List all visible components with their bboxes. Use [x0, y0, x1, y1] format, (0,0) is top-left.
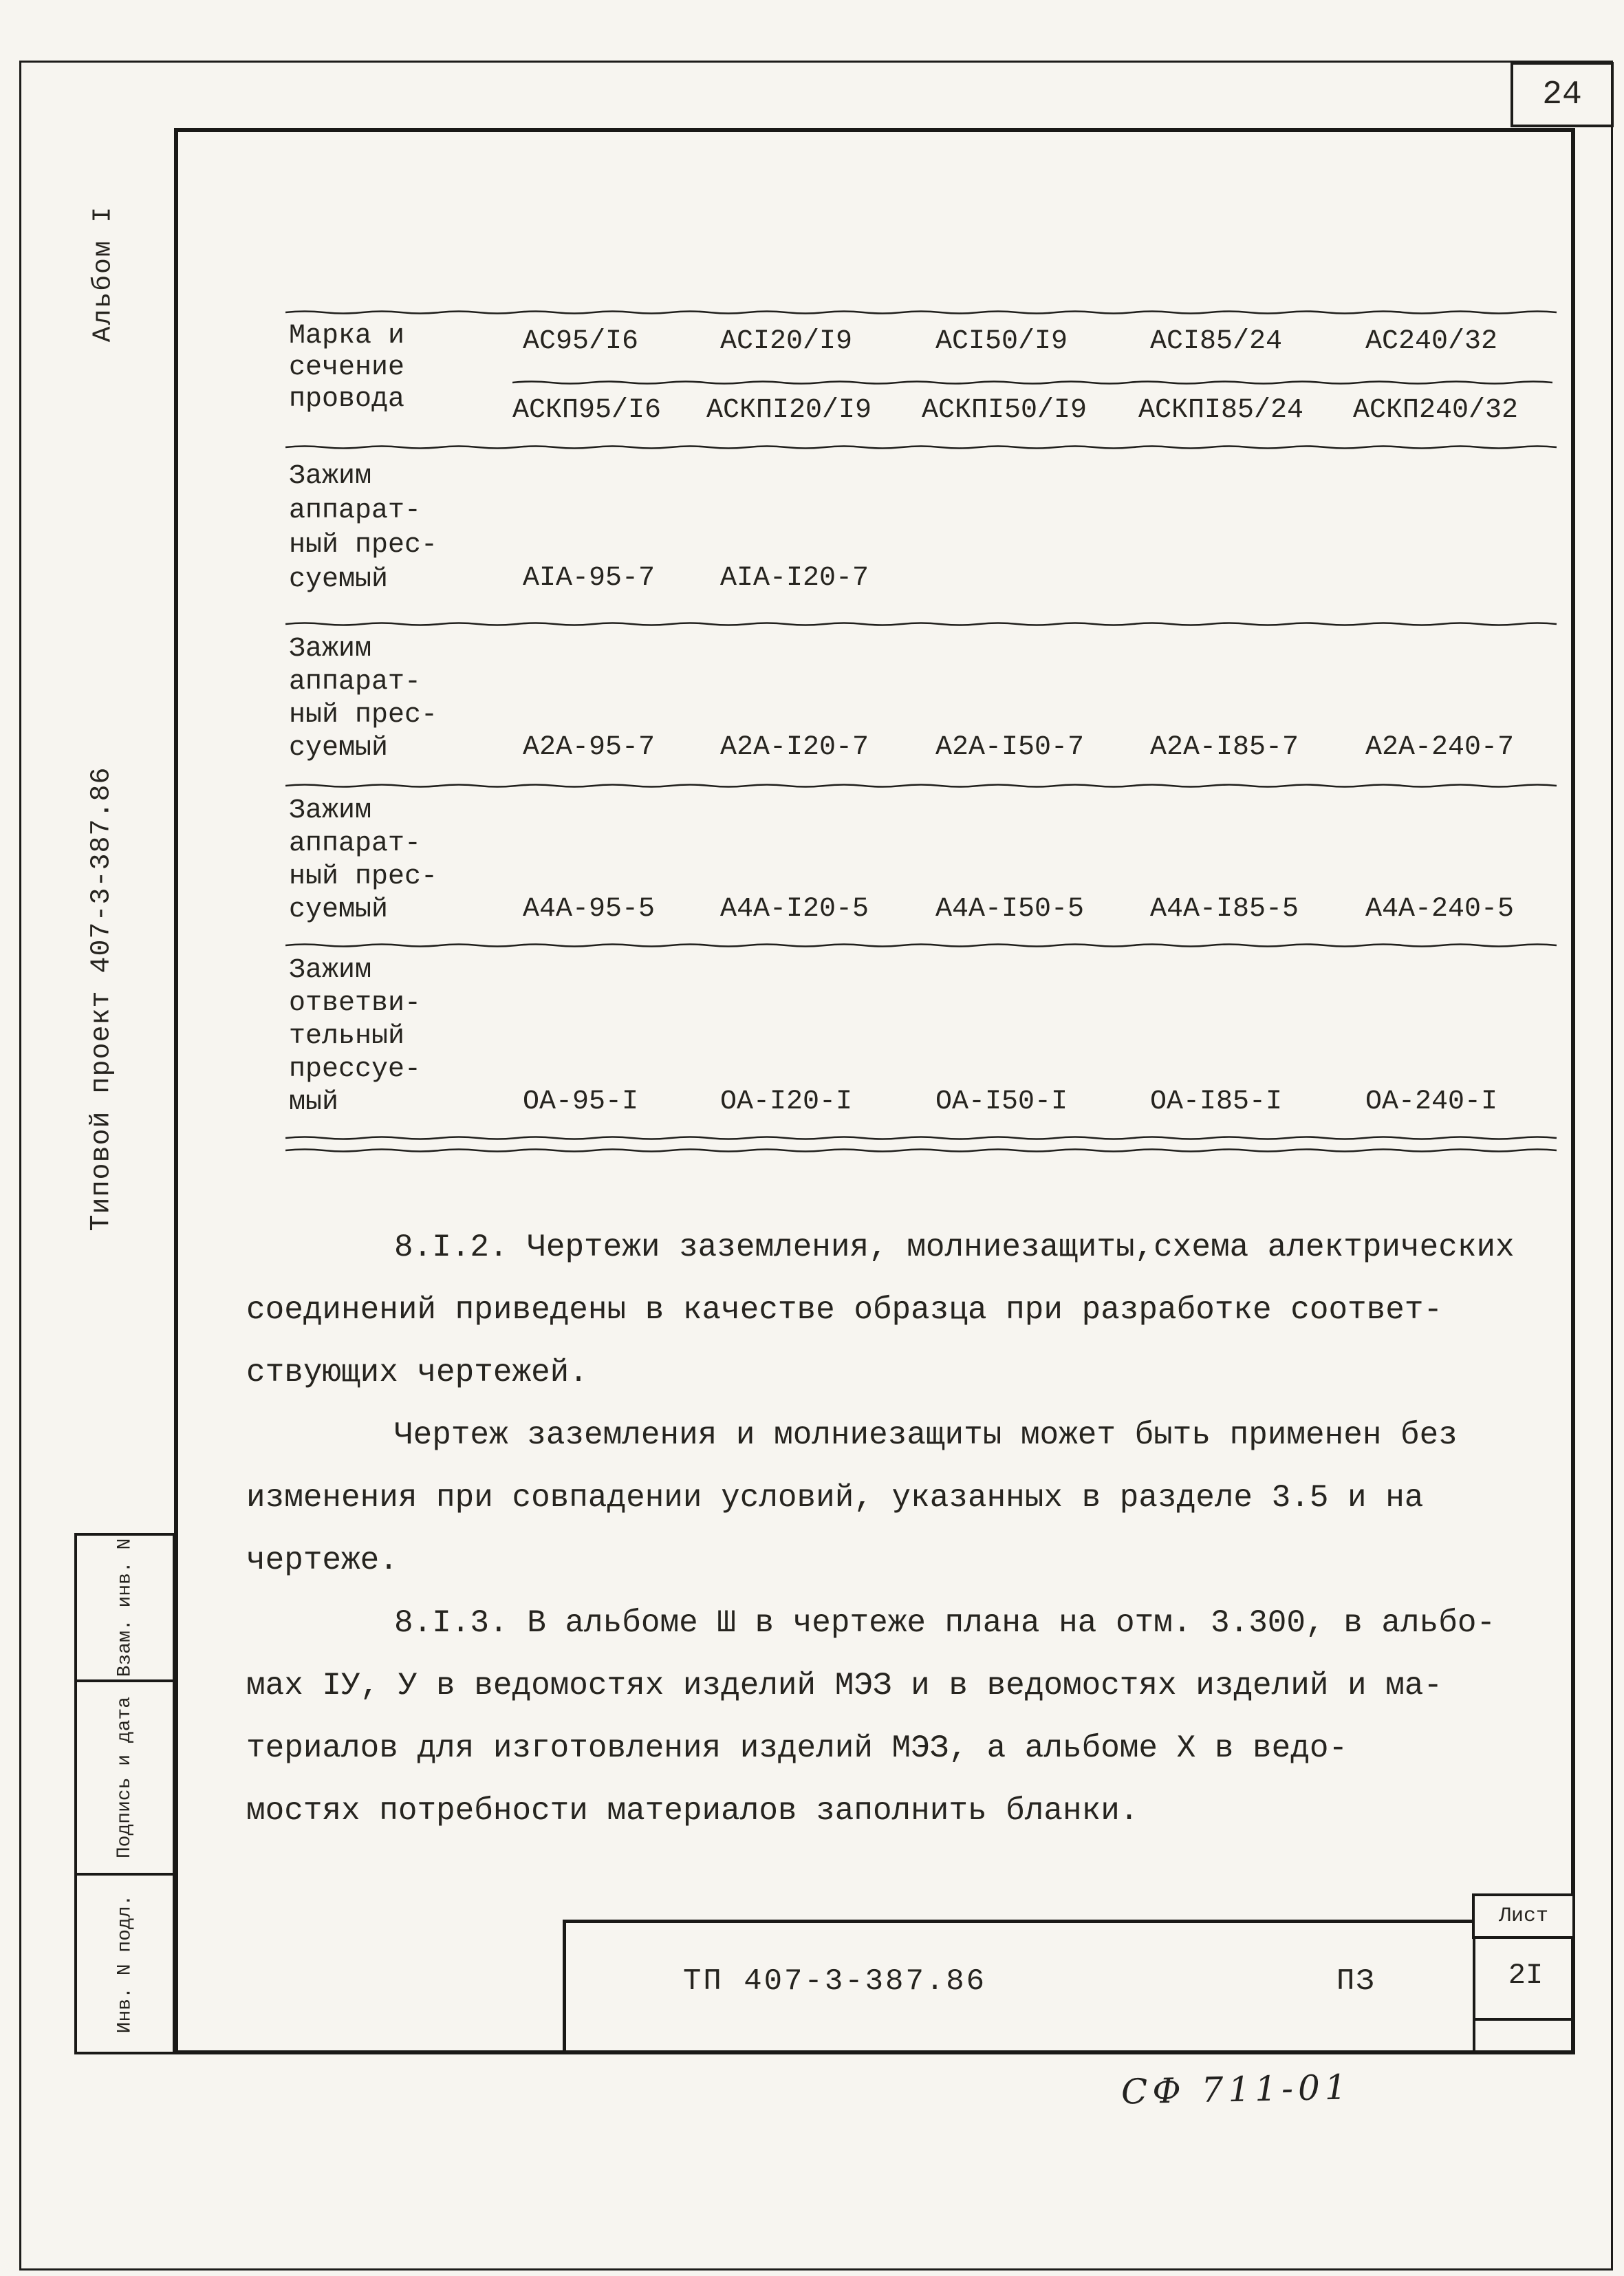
table-label-line: Зажим	[289, 955, 372, 986]
table-label-line: аппарат-	[289, 495, 422, 526]
sheet-label-box	[1472, 1893, 1575, 1939]
table-values-line	[285, 1086, 1563, 1122]
table-row	[285, 784, 1563, 944]
title-block	[563, 1920, 1575, 2054]
margin-album-label: Альбом I	[88, 205, 118, 343]
table-label-line: суемый	[289, 564, 389, 595]
table-rule	[285, 1148, 1563, 1153]
table-cell: А4А-240-5	[1365, 894, 1515, 925]
table-values-line	[285, 894, 1563, 930]
handwritten-stamp: СФ 711-01	[1120, 2067, 1352, 2112]
table-cell: АС95/I6	[523, 326, 639, 357]
table-label-line: ный прес-	[289, 700, 438, 731]
document-type: ПЗ	[1336, 1964, 1376, 1999]
table-label-line: мый	[289, 1087, 339, 1118]
table-cell: АIА-I20-7	[720, 563, 869, 594]
table-cell: АIА-95-7	[523, 563, 656, 594]
table-cell: А4А-I20-5	[720, 894, 869, 925]
table-label-line: Зажим	[289, 795, 372, 826]
paragraph-line: териалов для изготовления изделий МЭЗ, а альбоме X в ведо-	[246, 1730, 1348, 1766]
table-label-line: аппарат-	[289, 828, 422, 859]
paragraph-line: 8.I.3. В альбоме Ш в чертеже плана на отм. 3.300, в альбо-	[394, 1605, 1496, 1641]
stamp-cell-label: Инв. N подл.	[114, 1894, 136, 2033]
sheet-label: Лист	[1498, 1904, 1548, 1928]
table-label-line: прессуе-	[289, 1054, 422, 1085]
table-cell: АСКП95/I6	[512, 395, 662, 426]
table-cell: А4А-I50-5	[935, 894, 1085, 925]
table-cell: АСКП240/32	[1353, 395, 1519, 426]
stamp-cell-inv-podl	[77, 1876, 173, 2052]
table-cell: АС240/32	[1365, 326, 1498, 357]
page-number-box	[1511, 62, 1614, 127]
table-row	[285, 623, 1563, 784]
table-row	[285, 446, 1563, 623]
table-cell: А4А-I85-5	[1150, 894, 1299, 925]
table-cell: А2А-I85-7	[1150, 732, 1299, 763]
paragraph-line: 8.I.2. Чертежи заземления, молниезащиты,схема алектрических	[394, 1230, 1515, 1265]
stamp-cell-label: Взам. инв. N	[114, 1538, 136, 1677]
stamp-cell-podpis-data	[77, 1682, 173, 1876]
table-cell: А2А-I50-7	[935, 732, 1085, 763]
table-cell: ОА-240-I	[1365, 1086, 1498, 1117]
margin-stamp-column	[74, 1533, 175, 2054]
table-label-line: Зажим	[289, 634, 372, 665]
table-label-line: провода	[289, 384, 405, 415]
table-row	[285, 944, 1563, 1137]
table-cell: А2А-95-7	[523, 732, 656, 763]
body-text	[246, 1216, 1570, 1843]
table-values-line	[285, 395, 1563, 431]
table-cell: ОА-I20-I	[720, 1086, 853, 1117]
table-label-line: суемый	[289, 733, 389, 764]
table-label-line: суемый	[289, 894, 389, 925]
table-label-line: аппарат-	[289, 667, 422, 698]
table-cell: АСКПI20/I9	[706, 395, 872, 426]
table-cell: ОА-I50-I	[935, 1086, 1068, 1117]
paragraph-line: Чертеж заземления и молниезащиты может быть применен без	[394, 1417, 1458, 1453]
margin-project-label: Типовой проект 407-3-387.86	[86, 766, 118, 1232]
paragraph-line: изменения при совпадении условий, указанных в разделе 3.5 и на	[246, 1480, 1424, 1516]
page-number: 24	[1542, 76, 1582, 114]
table-cell: А4А-95-5	[523, 894, 656, 925]
table-label-line: тельный	[289, 1021, 405, 1052]
table-values-line	[285, 326, 1563, 362]
table-label-line: Зажим	[289, 461, 372, 492]
table-cell: АСКПI50/I9	[922, 395, 1087, 426]
paragraph-line: мостях потребности материалов заполнить бланки.	[246, 1793, 1139, 1829]
stamp-cell-label: Подпись и дата	[114, 1696, 136, 1859]
table-label-line: Марка и	[289, 321, 405, 352]
paragraph-line: мах IУ, У в ведомостях изделий МЭЗ и в ведомостях изделий и ма-	[246, 1668, 1443, 1704]
table-values-line	[285, 563, 1563, 599]
table-label-line: ный прес-	[289, 530, 438, 561]
table-cell: А2А-I20-7	[720, 732, 869, 763]
paragraph-line: ствующих чертежей.	[246, 1355, 588, 1391]
title-block-divider	[1473, 2018, 1575, 2021]
table-cell: АСI20/I9	[720, 326, 853, 357]
table-cell: А2А-240-7	[1365, 732, 1515, 763]
table-label-line: сечение	[289, 352, 405, 383]
table-cell: АСI50/I9	[935, 326, 1068, 357]
table-header-row	[285, 311, 1563, 446]
table-cell: АСКПI85/24	[1138, 395, 1304, 426]
table-cell: АСI85/24	[1150, 326, 1283, 357]
table-cell: ОА-I85-I	[1150, 1086, 1283, 1117]
table-label-line: ответви-	[289, 988, 422, 1019]
table-cell: ОА-95-I	[523, 1086, 639, 1117]
paragraph-line: соединений приведены в качестве образца при разработке соответ-	[246, 1292, 1443, 1328]
table-values-line	[285, 732, 1563, 768]
stamp-cell-vzam-inv	[77, 1536, 173, 1682]
table-label-line: ный прес-	[289, 861, 438, 892]
document-code: ТП 407-3-387.86	[683, 1964, 987, 1999]
paragraph-line: чертеже.	[246, 1543, 398, 1578]
sheet-number: 2I	[1508, 1959, 1544, 1992]
